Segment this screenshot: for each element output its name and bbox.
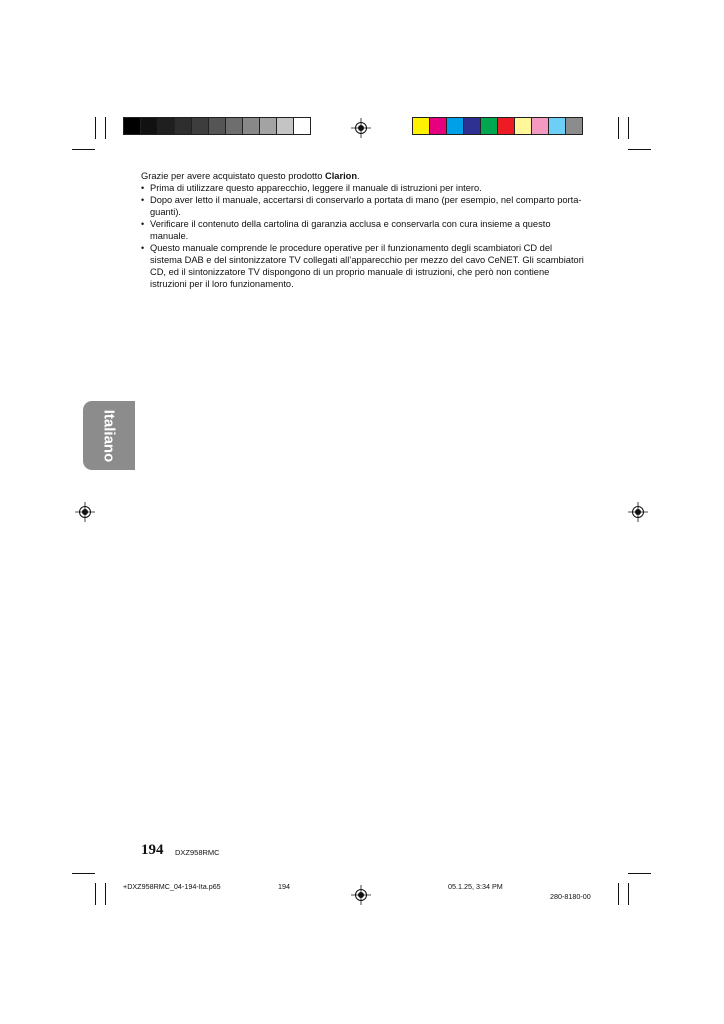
grayscale-bar xyxy=(123,117,311,135)
color-swatch xyxy=(243,118,260,134)
list-item: • Questo manuale comprende le procedure operative per il funzionamento degli scambiatori CD del sistema DAB e del sintonizzatore TV collegati all’apparecchio per mezzo del cavo CeNET. Gli scambiatori CD, ed il sintonizzatore TV dispongono di un proprio manuale di istruzioni, che però non contiene istruzioni per il loro funzionamento. xyxy=(141,242,586,290)
slug-datetime: 05.1.25, 3:34 PM xyxy=(448,882,503,891)
crop-mark xyxy=(628,117,629,139)
color-swatch xyxy=(124,118,141,134)
color-swatch xyxy=(158,118,175,134)
list-item: • Verificare il contenuto della cartolina di garanzia acclusa e conservarla con cura insieme a questo manuale. xyxy=(141,218,586,242)
crop-mark xyxy=(95,117,96,139)
color-swatch xyxy=(192,118,209,134)
color-swatch xyxy=(515,118,532,134)
registration-mark-icon xyxy=(75,502,95,522)
notes-list xyxy=(141,182,586,290)
color-swatch xyxy=(447,118,464,134)
slug-page: 194 xyxy=(278,882,290,891)
crop-mark xyxy=(618,883,619,905)
color-swatch xyxy=(277,118,294,134)
crop-mark xyxy=(628,149,651,150)
intro-suffix: . xyxy=(357,171,360,181)
crop-mark xyxy=(618,117,619,139)
intro-section xyxy=(141,170,586,290)
registration-mark-icon xyxy=(351,118,371,138)
model-name: DXZ958RMC xyxy=(175,848,220,857)
registration-mark-icon xyxy=(628,502,648,522)
color-bar xyxy=(412,117,583,135)
color-swatch xyxy=(566,118,582,134)
color-swatch xyxy=(549,118,566,134)
registration-mark-icon xyxy=(351,885,371,905)
intro-paragraph xyxy=(141,170,586,182)
brand-name: Clarion xyxy=(324,171,358,181)
color-swatch xyxy=(141,118,158,134)
color-swatch xyxy=(226,118,243,134)
color-swatch xyxy=(481,118,498,134)
color-swatch xyxy=(175,118,192,134)
crop-mark xyxy=(95,883,96,905)
list-item: • Dopo aver letto il manuale, accertarsi di conservarlo a portata di mano (per esempio, nel comparto porta-guanti). xyxy=(141,194,586,218)
color-swatch xyxy=(294,118,310,134)
intro-prefix: Grazie per avere acquistato questo prodotto xyxy=(141,171,325,181)
crop-mark xyxy=(72,149,95,150)
language-tab xyxy=(83,401,135,470)
language-tab-label: Italiano xyxy=(100,409,118,462)
slug-filename: +DXZ958RMC_04-194-Ita.p65 xyxy=(123,882,221,891)
page-number: 194 xyxy=(141,842,164,858)
color-swatch xyxy=(464,118,481,134)
crop-mark xyxy=(628,873,651,874)
color-swatch xyxy=(498,118,515,134)
crop-mark xyxy=(105,117,106,139)
crop-mark xyxy=(628,883,629,905)
slug-code: 280-8180-00 xyxy=(550,892,591,901)
color-swatch xyxy=(430,118,447,134)
crop-mark xyxy=(105,883,106,905)
color-swatch xyxy=(260,118,277,134)
crop-mark xyxy=(72,873,95,874)
color-swatch xyxy=(209,118,226,134)
color-swatch xyxy=(413,118,430,134)
color-swatch xyxy=(532,118,549,134)
list-item: • Prima di utilizzare questo apparecchio, leggere il manuale di istruzioni per intero. xyxy=(141,182,586,194)
